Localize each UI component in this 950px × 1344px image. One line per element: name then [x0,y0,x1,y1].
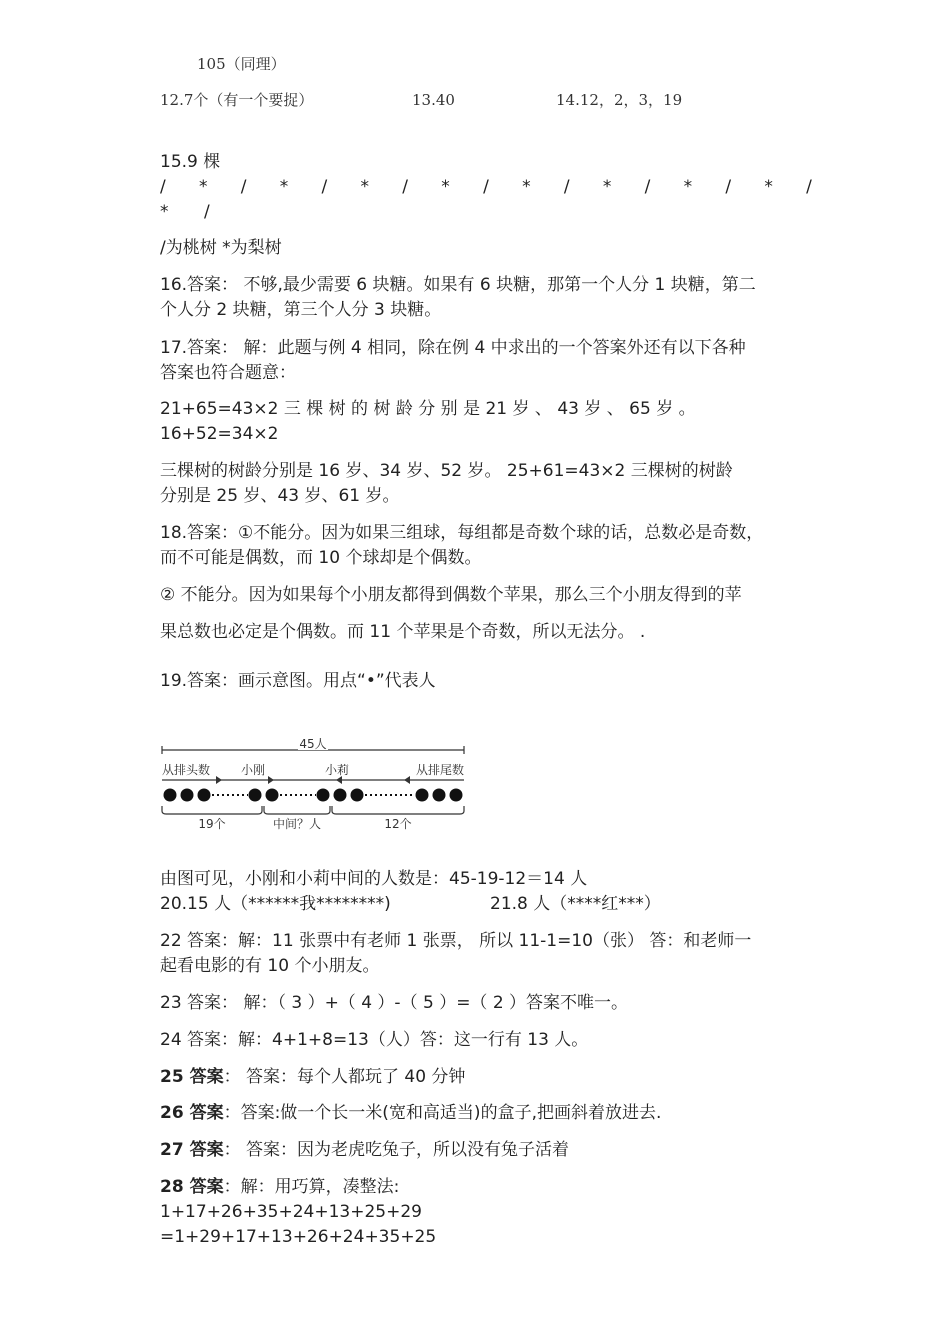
tree-mark: * [199,177,208,197]
person-dot [317,789,330,802]
tree-mark: * [602,177,612,197]
tree-mark: * [683,177,693,197]
answer-28-text: ：解：用巧算，凑整法: [223,1177,400,1197]
tree-mark: / [483,177,489,197]
answer-17-line2: 答案也符合题意： [160,363,296,383]
left-brace [162,806,262,814]
answer-17-line1: 17.答案： 解：此题与例 4 相同，除在例 4 中求出的一个答案外还有以下各种 [160,338,746,358]
answer-17-line3: 21+65=43×2 三 棵 树 的 树 龄 分 别 是 21 岁 、 43 岁 、 65 岁 。 [160,399,696,419]
tree-mark: / [725,177,732,197]
tree-legend: /为桃树 *为梨树 [160,238,282,258]
middle-count-label: 中间？人 [272,817,322,831]
from-tail-label: 从排尾数 [415,763,464,777]
person-dot [334,789,347,802]
answer-27-text: ： 答案：因为老虎吃兔子，所以没有兔子活着 [223,1140,569,1160]
answer-105: 105（同理） [197,55,286,73]
answer-17-line4: 16+52=34×2 [160,424,279,444]
tree-mark: * [360,177,370,197]
tree-mark: * [279,177,289,197]
xiaogang-label: 小刚 [241,763,266,777]
left-count-label: 19个 [198,817,226,831]
person-dot [181,789,194,802]
answer-24: 24 答案：解：4+1+8=13（人）答：这一行有 13 人。 [160,1030,589,1050]
answer-27 [160,1138,569,1162]
answer-15: 15.9 棵 [160,152,221,172]
tree-mark: / [563,177,570,197]
tree-mark: / [644,177,651,197]
answer-17-line6: 分别是 25 岁、43 岁、61 岁。 [160,486,400,506]
answer-22-line1: 22 答案：解：11 张票中有老师 1 张票， 所以 11-1=10（张） 答：和老师一 [160,931,752,951]
answer-12: 12.7个（有一个要捉） [160,91,314,109]
tree-mark: / [321,177,328,197]
answer-25-text: ： 答案：每个人都玩了 40 分钟 [223,1067,466,1087]
tree-mark: / [402,177,409,197]
answer-26-label: 26 答案 [160,1103,224,1123]
answer-22-line2: 起看电影的有 10 个小朋友。 [160,956,380,976]
tree-mark: / [240,177,247,197]
answer-13: 13.40 [412,91,455,109]
person-dot [450,789,463,802]
answer-28 [160,1175,399,1199]
answer-17-line5: 三棵树的树龄分别是 16 岁、34 岁、52 岁。 25+61=43×2 三棵树的树龄 [160,461,733,481]
from-head-label: 从排头数 [162,763,211,777]
answer-25 [160,1065,465,1089]
tree-mark: * [764,177,773,197]
answer-23: 23 答案： 解：（ 3 ）+（ 4 ）-（ 5 ）=（ 2 ）答案不唯一。 [160,993,629,1013]
answer-20: 20.15 人（******我********) [160,894,391,914]
middle-brace [264,806,330,814]
tree-mark: / [806,177,812,197]
tree-row-1 [160,175,812,199]
answer-19: 19.答案：画示意图。用点“•”代表人 [160,671,436,691]
answer-26-text: ：答案:做一个长一米(宽和高适当)的盒子,把画斜着放进去. [223,1103,662,1123]
answer-27-label: 27 答案 [160,1140,224,1160]
person-dot [198,789,211,802]
answer-21: 21.8 人（****红***） [490,894,661,914]
answer-18-line2: 而不可能是偶数，而 10 个球却是个偶数。 [160,548,482,568]
tail-arrow [404,776,410,784]
xiaogang-arrow [268,776,274,784]
person-dot [416,789,429,802]
answer-18-line4: 果总数也必定是个偶数。而 11 个苹果是个奇数，所以无法分。 . [160,622,646,642]
answer-18-line1: 18.答案：①不能分。因为如果三组球，每组都是奇数个球的话，总数必是奇数， [160,523,764,543]
person-dot [266,789,279,802]
people-dots [164,789,463,802]
tree-row-2-a: * [160,202,169,222]
xiaoli-arrow [336,776,342,784]
person-dot [351,789,364,802]
xiaoli-label: 小莉 [325,763,350,777]
answer-28-line2: 1+17+26+35+24+13+25+29 [160,1202,422,1222]
answer-16-line2: 个人分 2 块糖，第三个人分 3 块糖。 [160,300,442,320]
person-dot [164,789,177,802]
answer-18-line3: ② 不能分。因为如果每个小朋友都得到偶数个苹果，那么三个小朋友得到的苹 [160,585,742,605]
answer-19-result: 由图可见，小刚和小莉中间的人数是：45-19-12＝14 人 [160,869,588,889]
tree-mark: * [522,177,531,197]
person-dot [249,789,262,802]
total-label: 45人 [299,737,327,751]
right-count-label: 12个 [384,817,412,831]
head-arrow [216,776,222,784]
tree-row-2-b: / [204,202,210,222]
answer-26 [160,1101,661,1125]
tree-mark: / [160,177,166,197]
tree-mark: * [441,177,450,197]
answer-28-label: 28 答案 [160,1177,224,1197]
right-brace [332,806,464,814]
queue-diagram [158,732,470,834]
answer-28-line3: =1+29+17+13+26+24+35+25 [160,1227,437,1247]
answer-14: 14.12，2，3，19 [556,91,683,109]
answer-16-line1: 16.答案： 不够,最少需要 6 块糖。如果有 6 块糖，那第一个人分 1 块糖，第二 [160,275,756,295]
answer-25-label: 25 答案 [160,1067,224,1087]
person-dot [433,789,446,802]
